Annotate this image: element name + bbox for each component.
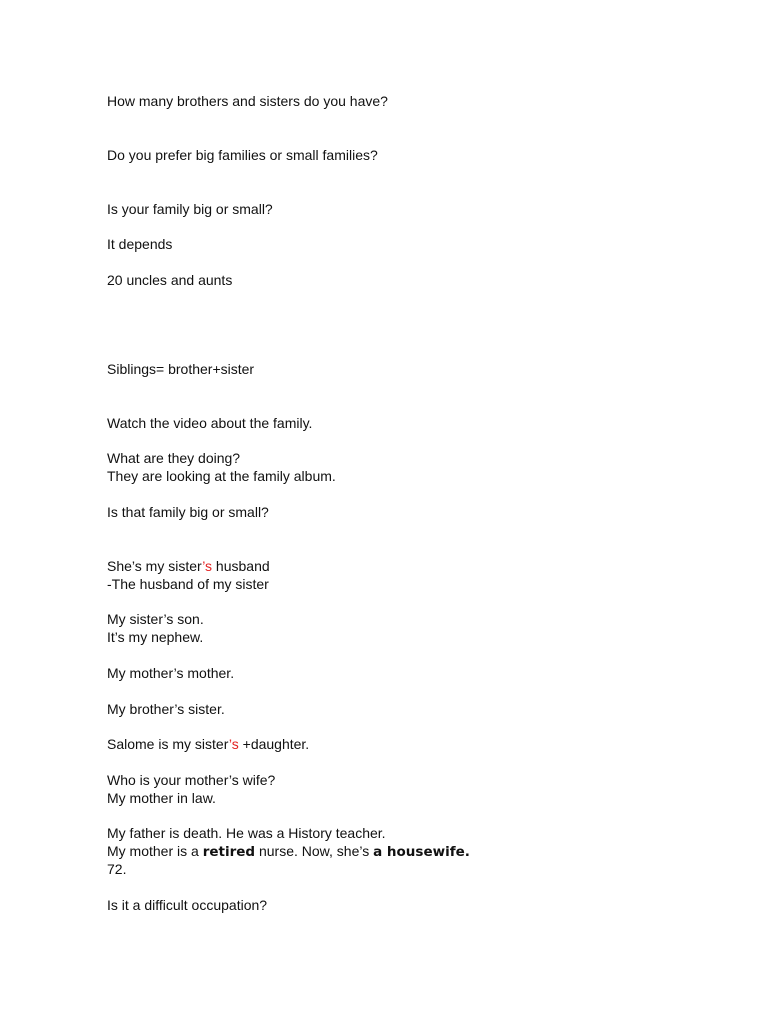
sentence-nephew: It’s my nephew. (107, 629, 204, 645)
possessive-s-highlight: ’s (228, 736, 239, 752)
answer-family-album: They are looking at the family album. (107, 468, 336, 484)
sentence-brother-sister: My brother’s sister. (107, 701, 225, 717)
salome-start: Salome is my sister (107, 736, 229, 752)
sentence-sister-son: My sister’s son. (107, 611, 204, 627)
question-family-preference: Do you prefer big families or small families? (107, 147, 378, 163)
bold-retired: retired (202, 844, 256, 860)
salome-end: +daughter. (238, 736, 310, 752)
age-number: 72. (107, 861, 127, 877)
sentence-mother-occupation (107, 842, 470, 860)
mother-middle: nurse. Now, she’s (255, 843, 374, 859)
mother-start: My mother is a (107, 843, 203, 859)
question-what-doing: What are they doing? (107, 450, 241, 466)
sentence-sister-husband (107, 557, 270, 575)
question-that-family-size: Is that family big or small? (107, 504, 269, 520)
question-difficult-occupation: Is it a difficult occupation? (107, 897, 268, 913)
question-your-family-size: Is your family big or small? (107, 201, 273, 217)
answer-uncles-aunts: 20 uncles and aunts (107, 272, 233, 288)
sister-husband-end: husband (212, 558, 270, 574)
question-mother-wife: Who is your mother’s wife? (107, 772, 276, 788)
watch-video-instruction: Watch the video about the family. (107, 415, 313, 431)
sentence-mother-mother: My mother’s mother. (107, 665, 235, 681)
sentence-husband-of-sister: -The husband of my sister (107, 576, 269, 592)
possessive-s-highlight: ’s (202, 558, 213, 574)
siblings-definition: Siblings= brother+sister (107, 361, 255, 377)
answer-it-depends: It depends (107, 236, 173, 252)
sentence-father: My father is death. He was a History teacher. (107, 825, 386, 841)
question-siblings-count: How many brothers and sisters do you have? (107, 93, 388, 109)
answer-mother-in-law: My mother in law. (107, 790, 216, 806)
bold-housewife: a housewife. (373, 844, 470, 860)
sister-husband-start: She’s my sister (107, 558, 203, 574)
sentence-salome (107, 735, 309, 753)
